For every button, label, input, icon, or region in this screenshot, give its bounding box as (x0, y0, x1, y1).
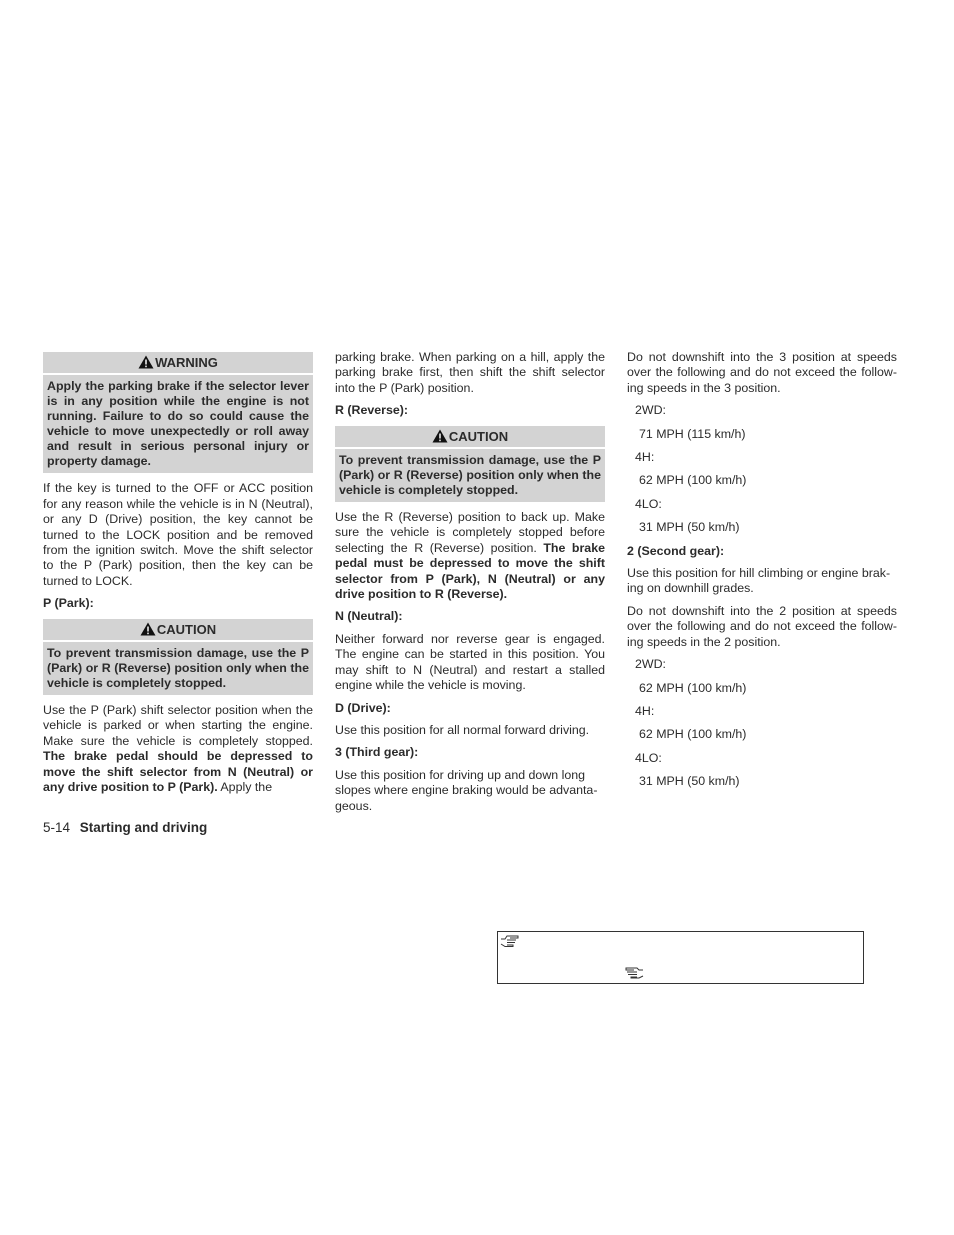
speed-value: 62 MPH (100 km/h) (639, 680, 747, 695)
speed-value: 62 MPH (100 km/h) (639, 727, 747, 742)
third-gear-note: Do not downshift into the 3 position at speeds over the following and do not exceed the follow-ing speeds in the 3 position. (627, 350, 897, 395)
park-heading: P (Park): (43, 596, 94, 611)
neutral-paragraph: Neither forward nor reverse gear is engaged. The engine can be started in this position. You may shift to N (Neutral) and restart a stalled engine while the vehicle is moving. (335, 631, 605, 693)
drive-heading: D (Drive): (335, 700, 391, 715)
section-title: Starting and driving (79, 820, 208, 835)
second-gear-paragraph: Use this position for hill climbing or engine brak-ing on downhill grades. (627, 566, 891, 596)
page-footer (43, 820, 207, 835)
second-gear-heading: 2 (Second gear): (627, 543, 725, 558)
park-paragraph-continued: parking brake. When parking on a hill, apply the parking brake first, then shift the shift selector into the P (Park) position. (335, 350, 605, 395)
warning-triangle-icon (138, 355, 154, 369)
caution-text: To prevent transmission damage, use the P (Park) or R (Reverse) position only when the vehicle is completely stopped. (47, 646, 309, 691)
page-number: 5-14 (43, 820, 71, 835)
caution-box-park (43, 619, 313, 695)
speed-value: 31 MPH (50 km/h) (639, 774, 740, 789)
key-paragraph: If the key is turned to the OFF or ACC position for any reason while the vehicle is in N (Neutral), or any D (Drive) position, the key cannot be turned to the LOCK position and be removed from the ignition switch. Move the shift selector to the P (Park) position, then the key can be turned to LOCK. (43, 481, 313, 588)
navigation-box (497, 931, 864, 984)
speed-mode: 4LO: (635, 496, 662, 511)
warning-box (43, 352, 313, 473)
warning-title: WARNING (43, 352, 313, 375)
column-3 (627, 350, 897, 798)
neutral-heading: N (Neutral): (335, 609, 403, 624)
speed-mode: 2WD: (635, 403, 666, 418)
speed-value: 71 MPH (115 km/h) (639, 426, 746, 441)
speed-value: 31 MPH (50 km/h) (639, 520, 740, 535)
warning-triangle-icon (432, 429, 448, 443)
third-gear-paragraph: Use this position for driving up and down long slopes where engine braking would be advanta-geous. (335, 767, 598, 813)
park-brake-note: The brake pedal should be depressed to move the shift selector from N (Neutral) or any drive position to P (Park). (43, 749, 313, 795)
column-2 (335, 350, 605, 821)
pointing-hand-icon[interactable] (500, 934, 520, 948)
speed-mode: 4H: (635, 450, 655, 465)
second-gear-speed-list (627, 657, 897, 789)
reverse-brake-note: The brake pedal must be depressed to move the shift selector from P (Park), N (Neutral) or any drive position to R (Reverse). (335, 540, 605, 602)
caution-title: CAUTION (43, 619, 313, 642)
reverse-heading: R (Reverse): (335, 403, 408, 418)
speed-value: 62 MPH (100 km/h) (639, 473, 747, 488)
speed-mode: 4LO: (635, 750, 662, 765)
second-gear-note: Do not downshift into the 2 position at speeds over the following and do not exceed the follow-ing speeds in the 2 position. (627, 603, 897, 649)
pointing-hand-left-icon[interactable] (624, 967, 644, 979)
reverse-paragraph: Use the R (Reverse) position to back up. Make sure the vehicle is completely stopped before selecting the R (Reverse) position. The brake pedal must be depressed to move the shift selector from P (Park), N (Neutral) or any drive position to R (Reverse). (335, 510, 605, 602)
warning-text: Apply the parking brake if the selector lever is in any position while the engine is not running. Failure to do so could cause the vehicle to move unexpectedly or roll away and result in serious personal injury or property damage. (47, 379, 309, 469)
park-paragraph: Use the P (Park) shift selector position when the vehicle is parked or when starting the engine. Make sure the vehicle is completely stopped. The brake pedal should be depressed to move the shift selector from N (Neutral) or any drive position to P (Park). Apply the (43, 703, 313, 795)
speed-mode: 2WD: (635, 657, 666, 672)
caution-box-reverse (335, 426, 605, 502)
third-gear-heading: 3 (Third gear): (335, 745, 419, 760)
caution-text: To prevent transmission damage, use the P (Park) or R (Reverse) position only when the vehicle is completely stopped. (339, 453, 601, 498)
caution-title: CAUTION (335, 426, 605, 449)
warning-triangle-icon (140, 622, 156, 636)
column-1 (43, 352, 313, 803)
drive-paragraph: Use this position for all normal forward driving. (335, 722, 590, 737)
third-gear-speed-list (627, 403, 897, 535)
speed-mode: 4H: (635, 703, 655, 718)
